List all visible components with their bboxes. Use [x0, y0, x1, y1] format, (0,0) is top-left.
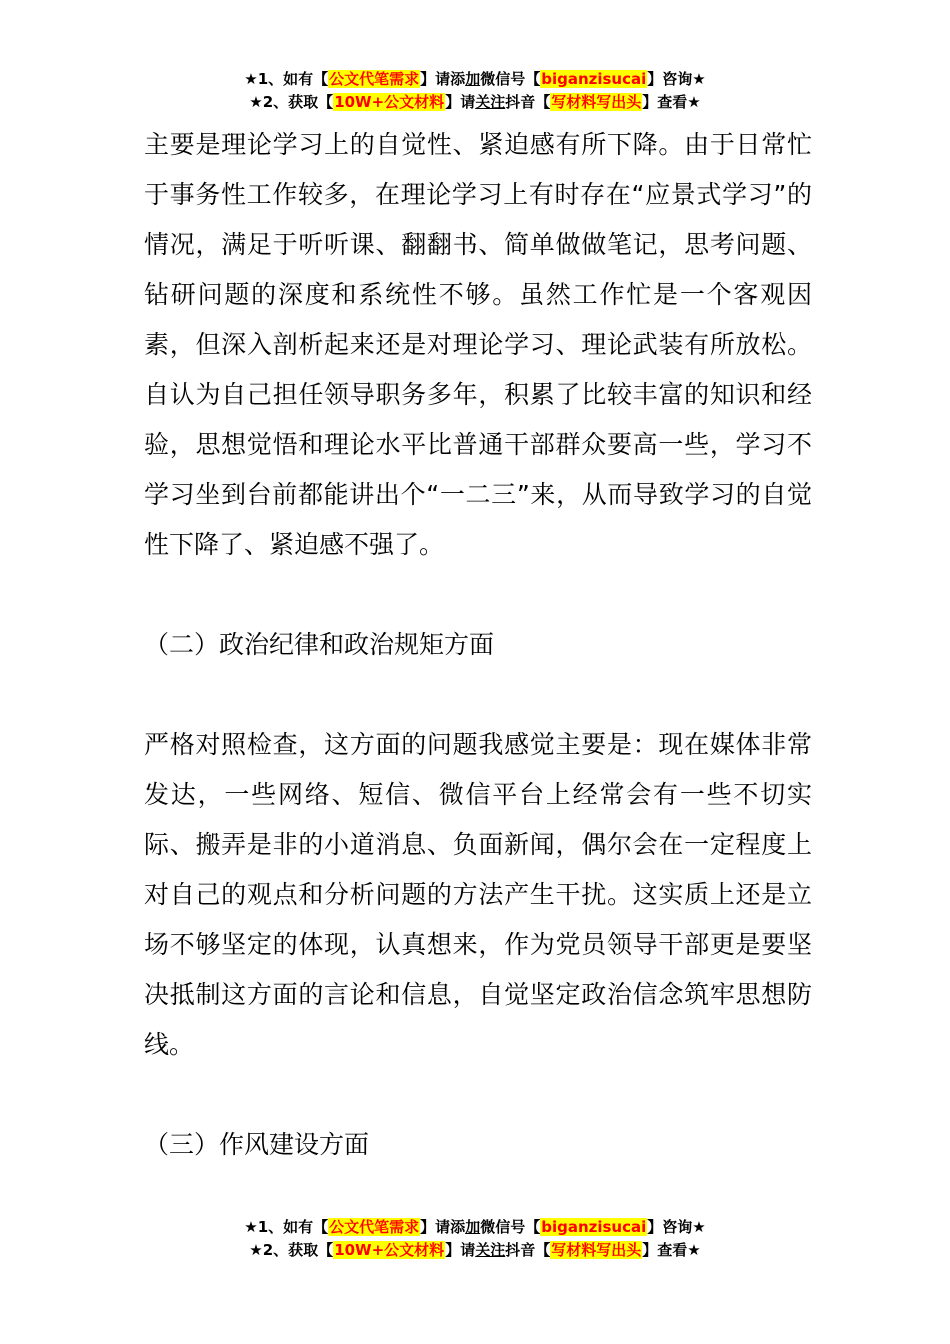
banner-text: 】查看★ — [642, 1241, 701, 1259]
banner-underlined-text: 加 — [465, 70, 481, 88]
banner-line-1 — [0, 1216, 950, 1239]
banner-line-1 — [0, 68, 950, 91]
paragraph-spacer — [144, 570, 812, 620]
banner-text: 】请添 — [420, 70, 466, 88]
banner-text: 】请 — [445, 1241, 476, 1259]
header-banner — [0, 68, 950, 114]
banner-text: 】咨询★ — [647, 70, 706, 88]
banner-text: 微信号【 — [480, 70, 541, 88]
highlight-materials: 10W+公文材料 — [334, 1241, 445, 1259]
banner-text: ★1、如有【 — [244, 1218, 329, 1236]
paragraph-spacer — [144, 1070, 812, 1120]
banner-text: ★1、如有【 — [244, 70, 329, 88]
section-heading-political-discipline: （二）政治纪律和政治规矩方面 — [144, 630, 495, 659]
banner-underlined-text: 关注 — [475, 1241, 506, 1259]
paragraph-political-discipline: 严格对照检查，这方面的问题我感觉主要是：现在媒体非常发达，一些网络、短信、微信平台上经常会有一些不切实际、搬弄是非的小道消息、负面新闻，偶尔会在一定程度上对自己的观点和分析问题的方法产生干扰。这实质上还是立场不够坚定的体现，认真想来，作为党员领导干部更是要坚决抵制这方面的言论和信息，自觉坚定政治信念筑牢思想防线。 — [144, 730, 812, 1059]
section-heading-work-style: （三）作风建设方面 — [144, 1130, 370, 1159]
document-body — [144, 120, 812, 1170]
banner-text: 】查看★ — [642, 93, 701, 111]
banner-underlined-text: 关注 — [475, 93, 506, 111]
banner-text: 】请 — [445, 93, 476, 111]
banner-line-2 — [0, 1239, 950, 1262]
highlight-douyin-account: 写材料写出头 — [551, 93, 642, 111]
highlight-wechat-id: biganzisucai — [541, 70, 647, 88]
banner-underlined-text: 加 — [465, 1218, 481, 1236]
banner-text: ★2、获取【 — [249, 93, 334, 111]
banner-text: 抖音【 — [505, 93, 551, 111]
paragraph-spacer — [144, 670, 812, 720]
banner-text: ★2、获取【 — [249, 1241, 334, 1259]
highlight-service: 公文代笔需求 — [329, 1218, 420, 1236]
banner-text: 抖音【 — [505, 1241, 551, 1259]
highlight-douyin-account: 写材料写出头 — [551, 1241, 642, 1259]
banner-text: 微信号【 — [480, 1218, 541, 1236]
banner-text: 】咨询★ — [647, 1218, 706, 1236]
highlight-service: 公文代笔需求 — [329, 70, 420, 88]
highlight-materials: 10W+公文材料 — [334, 93, 445, 111]
paragraph-theory-study: 主要是理论学习上的自觉性、紧迫感有所下降。由于日常忙于事务性工作较多，在理论学习上有时存在“应景式学习”的情况，满足于听听课、翻翻书、简单做做笔记，思考问题、钻研问题的深度和系统性不够。虽然工作忙是一个客观因素，但深入剖析起来还是对理论学习、理论武装有所放松。自认为自己担任领导职务多年，积累了比较丰富的知识和经验，思想觉悟和理论水平比普通干部群众要高一些，学习不学习坐到台前都能讲出个“一二三”来，从而导致学习的自觉性下降了、紧迫感不强了。 — [144, 130, 812, 559]
highlight-wechat-id: biganzisucai — [541, 1218, 647, 1236]
footer-banner — [0, 1216, 950, 1262]
banner-text: 】请添 — [420, 1218, 466, 1236]
banner-line-2 — [0, 91, 950, 114]
